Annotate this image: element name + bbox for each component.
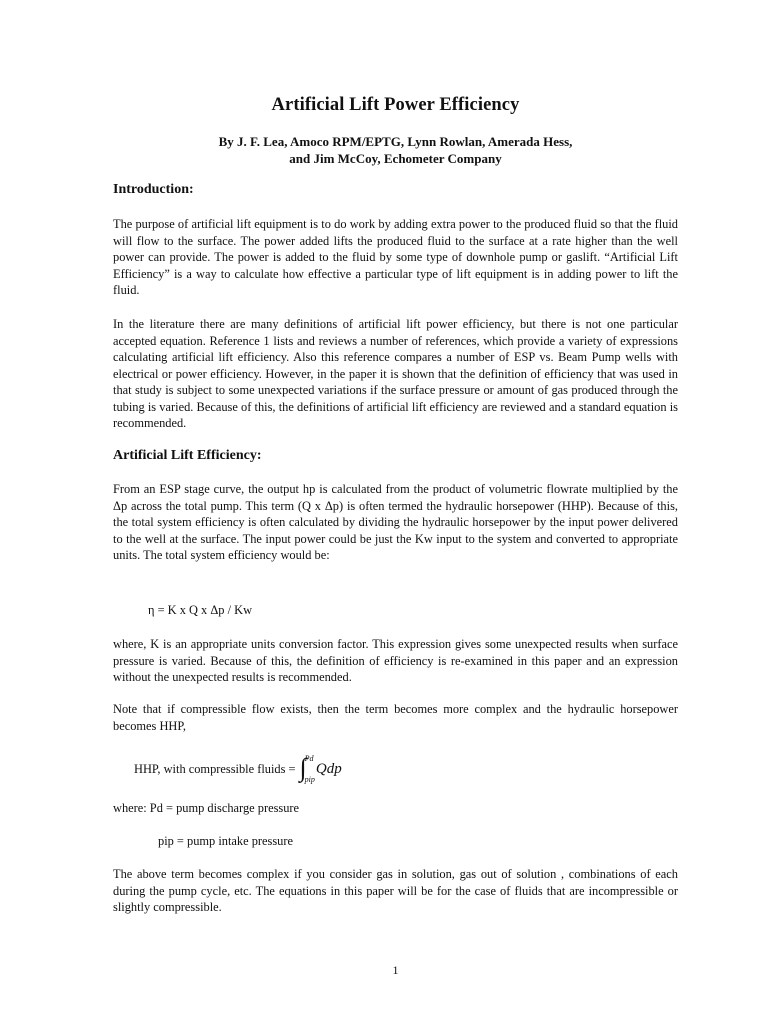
integral-sign: ∫ — [299, 753, 307, 782]
integral-lower-limit: pip — [304, 775, 315, 784]
author-block — [113, 133, 678, 167]
integrand: Qdp — [315, 760, 342, 777]
document-page — [113, 0, 678, 1024]
introduction-paragraph-2: In the literature there are many definitions of artificial lift power efficiency, but there is not one particular accepted equation. Reference 1 lists and reviews a number of references, which provide a variety of expressions calculating artificial lift efficiency. Also this reference compares a number of ESP vs. Beam Pump wells with electrical or power efficiency. However, in the paper it is shown that the definition of efficiency that was used in that study is subject to some unexpected variations if the surface pressure or amount of gas produced through the tubing is varied. Because of this, the definitions of artificial lift efficiency are reviewed and a standard equation is recommended. — [113, 317, 678, 430]
where-pip-definition: pip = pump intake pressure — [158, 834, 293, 848]
efficiency-paragraph-1: From an ESP stage curve, the output hp is calculated from the product of volumetric flowrate multiplied by the Δp across the total pump. This term (Q x Δp) is often termed the hydraulic horsepower (HHP). Because of this, the total system efficiency is often calculated by dividing the hydraulic horsepower by the input power delivered to the well at the surface. The input power could be just the Kw input to the system and converted to appropriate units. The total system efficiency would be: — [113, 482, 678, 562]
integral-expression — [300, 754, 342, 784]
integral-upper-limit: Pd — [304, 754, 314, 763]
document-title: Artificial Lift Power Efficiency — [271, 95, 520, 115]
hhp-compressible-equation — [134, 752, 342, 786]
authors-line-2: and Jim McCoy, Echometer Company — [289, 151, 502, 166]
where-pd-definition: where: Pd = pump discharge pressure — [113, 801, 300, 815]
efficiency-equation: η = K x Q x Δp / Kw — [148, 603, 253, 617]
artificial-lift-efficiency-heading: Artificial Lift Efficiency: — [113, 448, 262, 463]
introduction-heading: Introduction: — [113, 182, 194, 197]
hhp-equation-label: HHP, with compressible fluids = — [134, 761, 296, 776]
authors-line-1: By J. F. Lea, Amoco RPM/EPTG, Lynn Rowlan, Amerada Hess, — [218, 134, 573, 149]
efficiency-paragraph-4: The above term becomes complex if you consider gas in solution, gas out of solution , combinations of each during the pump cycle, etc. The equations in this paper will be for the case of fluids that are incompressible or slightly compressible. — [113, 867, 678, 914]
page-number: 1 — [392, 963, 399, 977]
efficiency-paragraph-2: where, K is an appropriate units conversion factor. This expression gives some unexpected results when surface pressure is varied. Because of this, the definition of efficiency is re-examined in this paper and an expression without the unexpected results is recommended. — [113, 637, 678, 684]
efficiency-paragraph-3: Note that if compressible flow exists, then the term becomes more complex and the hydraulic horsepower becomes HHP, — [113, 702, 678, 733]
introduction-paragraph-1: The purpose of artificial lift equipment is to do work by adding extra power to the produced fluid so that the fluid will flow to the surface. The power added lifts the produced fluid to the surface at a rate higher than the well power can provide. The power is added to the fluid by some type of downhole pump or gaslift. “Artificial Lift Efficiency” is a way to calculate how effective a particular type of lift equipment is in adding power to lift the fluid. — [113, 217, 678, 297]
